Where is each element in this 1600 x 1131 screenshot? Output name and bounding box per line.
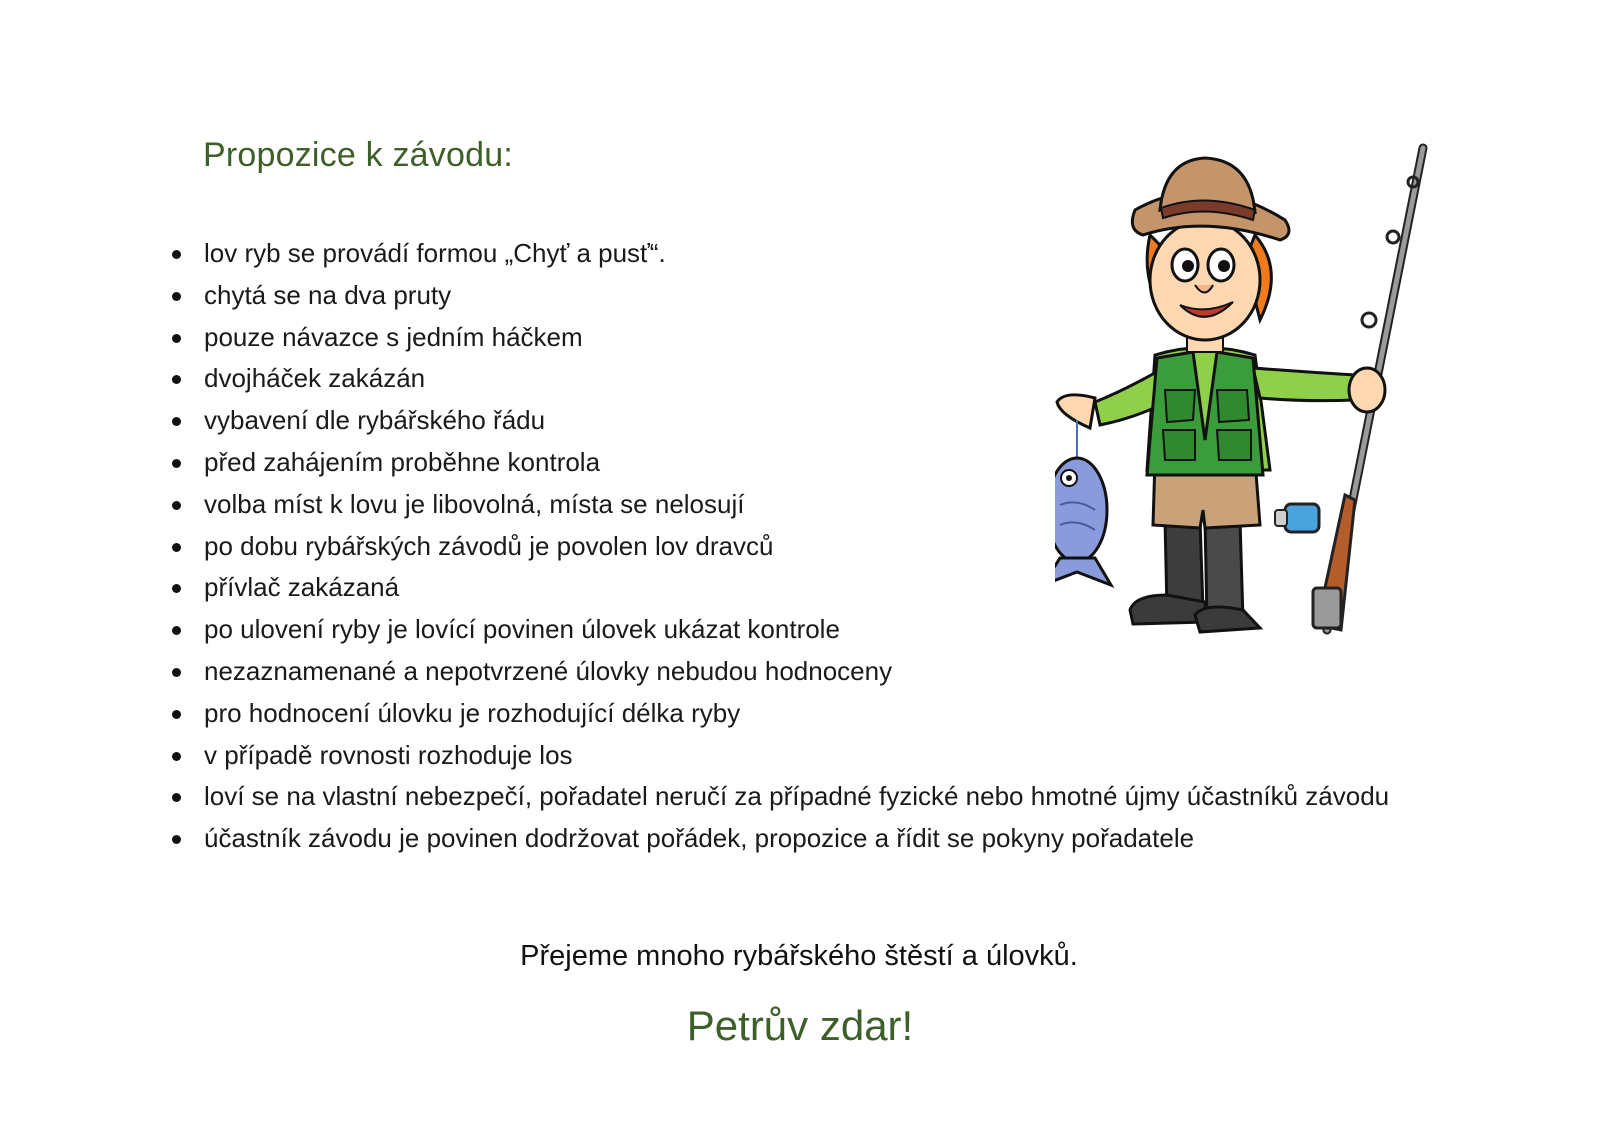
boots-icon — [1130, 520, 1260, 632]
list-item: přívlač zakázaná — [168, 567, 1389, 609]
list-item: vybavení dle rybářského řádu — [168, 400, 1389, 442]
list-item: v případě rovnosti rozhoduje los — [168, 735, 1389, 777]
farewell-greeting: Petrův zdar! — [686, 1002, 914, 1049]
list-item: loví se na vlastní nebezpečí, pořadatel neručí za případné fyzické nebo hmotné újmy účastníků závodu — [168, 776, 1389, 818]
fisherman-illustration — [1055, 140, 1475, 660]
list-item: chytá se na dva pruty — [168, 275, 1389, 317]
list-item: pouze návazce s jedním háčkem — [168, 317, 1389, 359]
face-icon — [1150, 220, 1260, 340]
list-item: nezaznamenané a nepotvrzené úlovky nebudou hodnoceny — [168, 651, 1389, 693]
list-item: po dobu rybářských závodů je povolen lov dravců — [168, 526, 1389, 568]
list-item: po ulovení ryby je lovící povinen úlovek ukázat kontrole — [168, 609, 1389, 651]
right-hand-icon — [1349, 368, 1385, 412]
right-arm-icon — [1253, 368, 1355, 401]
list-item: účastník závodu je povinen dodržovat pořádek, propozice a řídit se pokyny pořadatele — [168, 818, 1389, 860]
closing-wish — [0, 940, 1600, 973]
list-item: volba míst k lovu je libovolná, místa se nelosují — [168, 484, 1389, 526]
list-item: dvojháček zakázán — [168, 358, 1389, 400]
list-item: před zahájením proběhne kontrola — [168, 442, 1389, 484]
hat-icon — [1132, 158, 1289, 240]
closing-wish-text: Přejeme mnoho rybářského štěstí a úlovků. — [520, 940, 1078, 972]
fish-icon — [1055, 458, 1111, 585]
list-item: lov ryb se provádí formou „Chyť a pusť“. — [168, 233, 1389, 275]
list-item: pro hodnocení úlovku je rozhodující délka ryby — [168, 693, 1389, 735]
page-heading: Propozice k závodu: — [203, 136, 513, 174]
